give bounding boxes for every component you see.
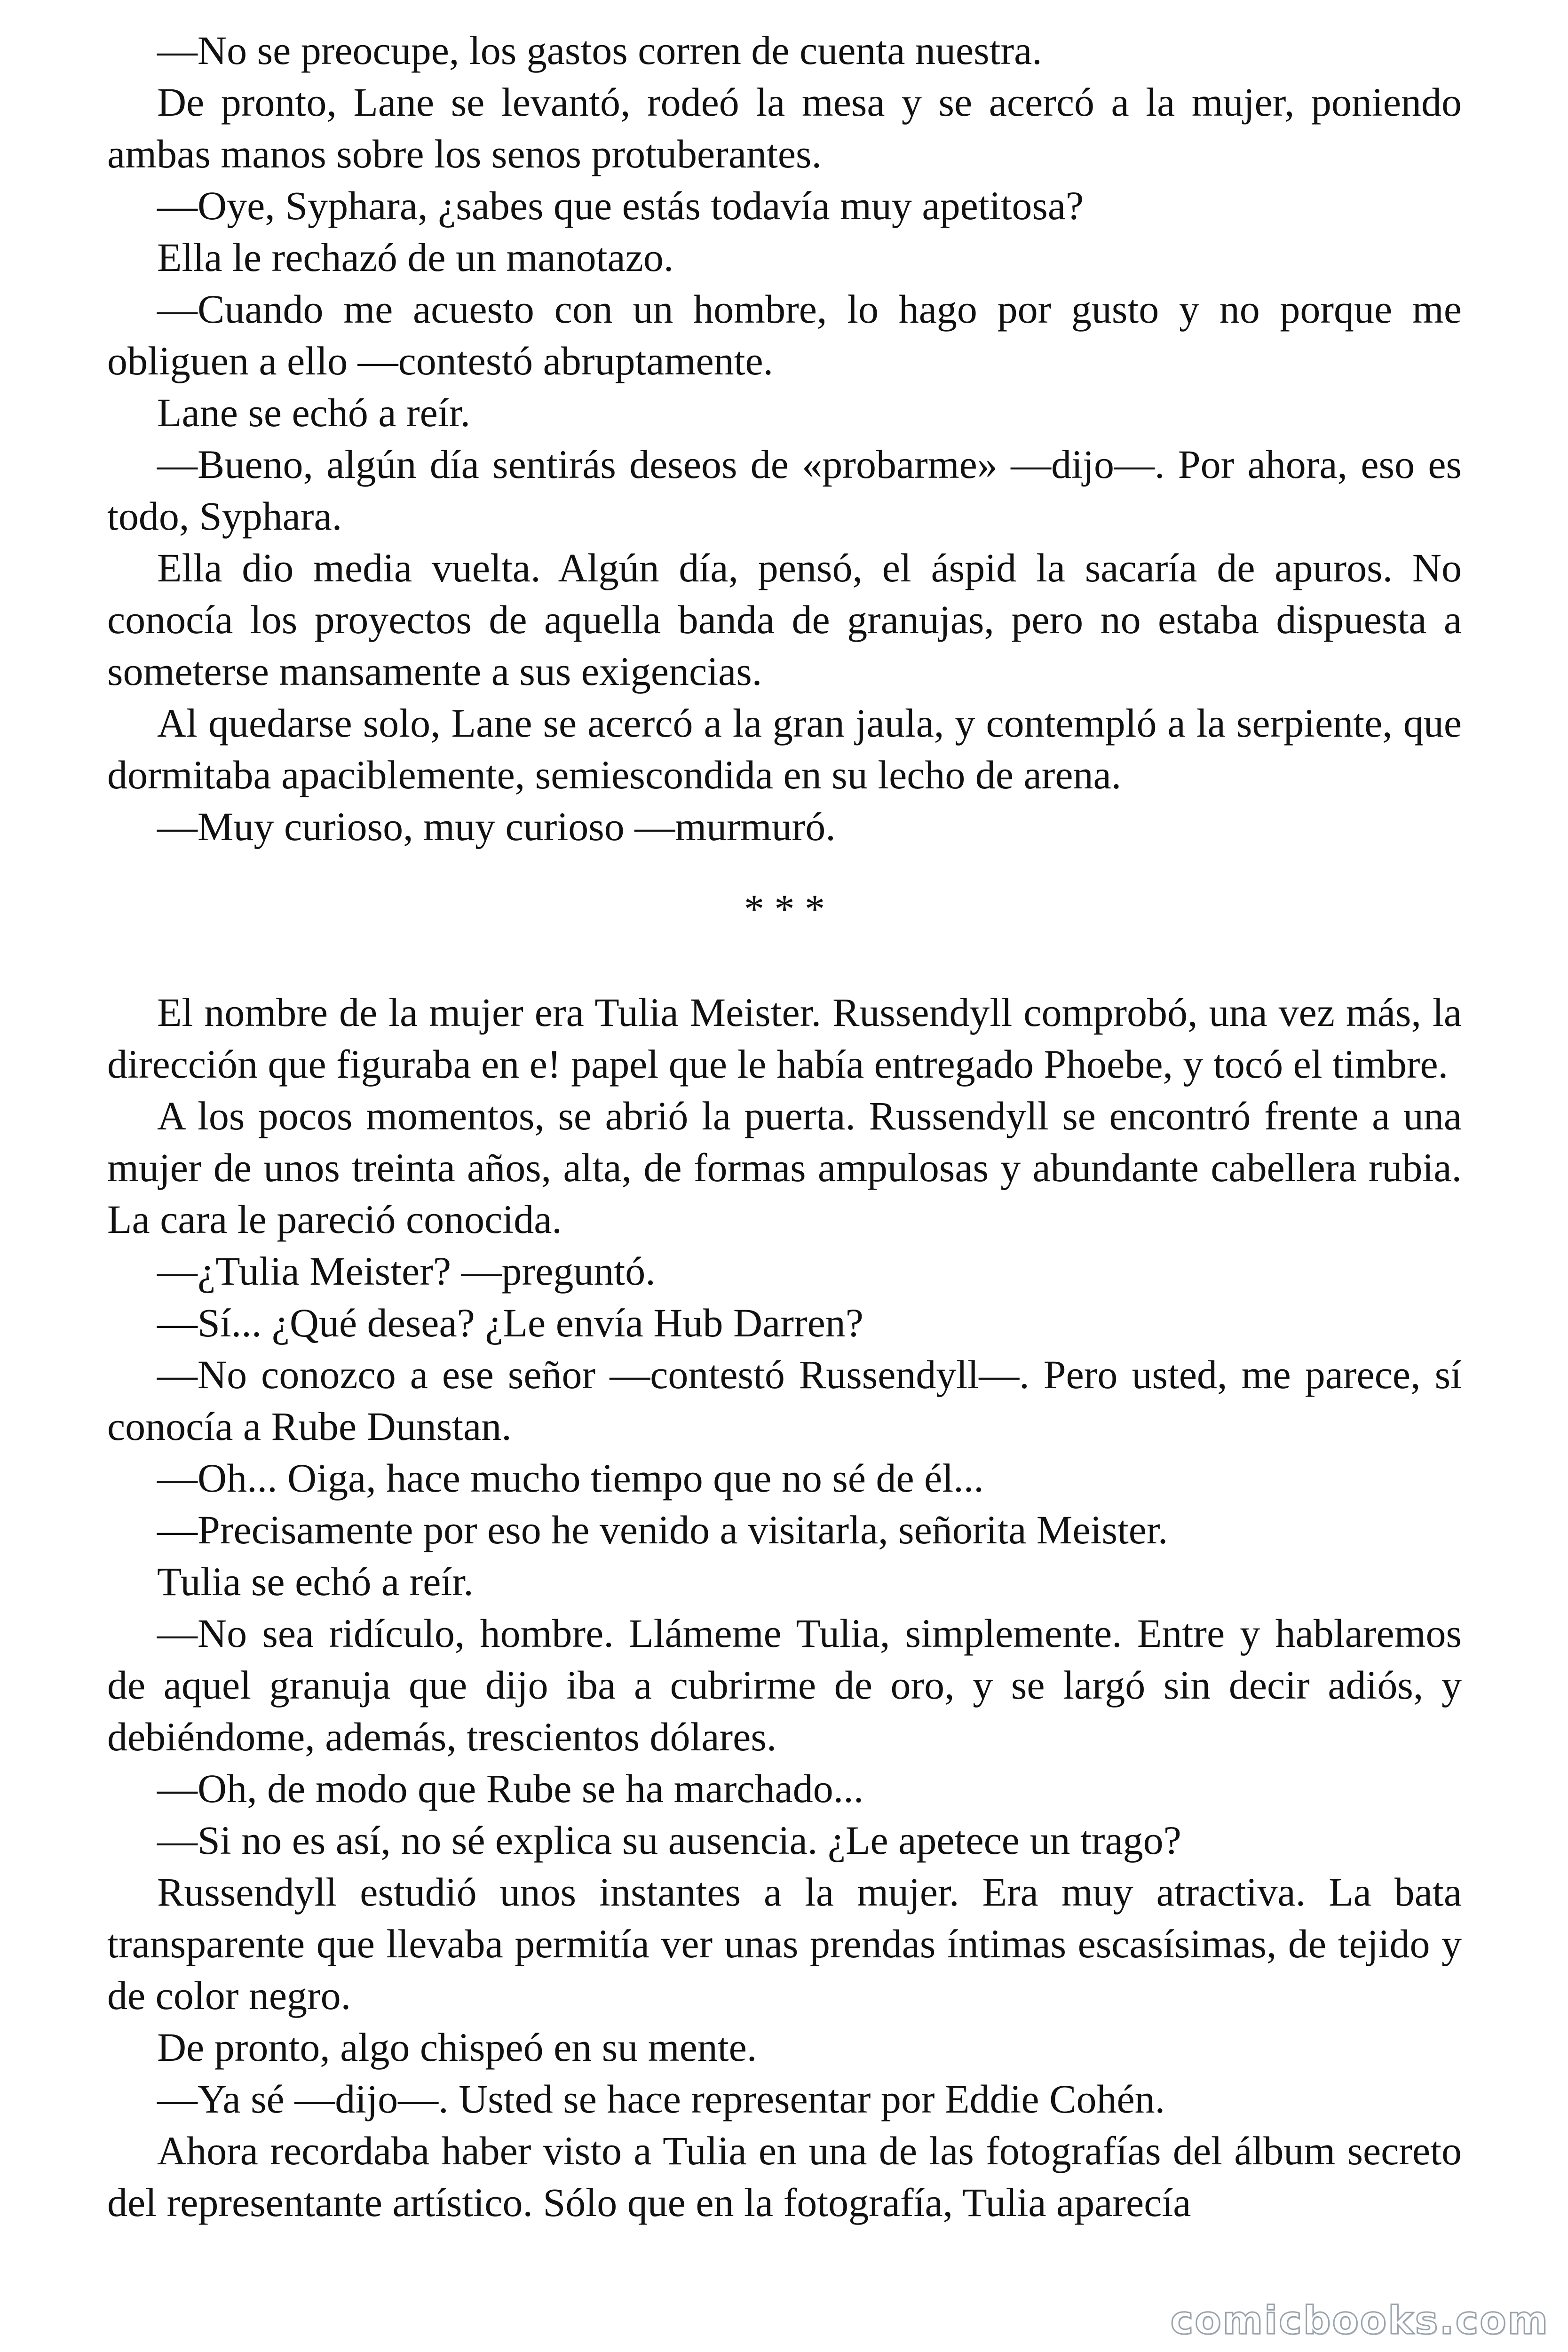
paragraph: —Cuando me acuesto con un hombre, lo hago por gusto y no porque me obliguen a ello —contestó abruptamente. <box>107 286 1462 383</box>
paragraph: De pronto, algo chispeó en su mente. <box>157 2025 757 2070</box>
paragraph: Lane se echó a reír. <box>157 390 471 435</box>
section-separator: * * * <box>744 886 825 931</box>
paragraph: De pronto, Lane se levantó, rodeó la mesa y se acercó a la mujer, poniendo ambas manos sobre los senos protuberantes. <box>107 79 1462 176</box>
paragraph: —Ya sé —dijo—. Usted se hace representar por Eddie Cohén. <box>157 2076 1165 2122</box>
paragraph: —No se preocupe, los gastos corren de cuenta nuestra. <box>157 28 1042 73</box>
paragraph: Ella dio media vuelta. Algún día, pensó, el áspid la sacaría de apuros. No conocía los proyectos de aquella banda de granujas, pero no estaba dispuesta a someterse mansamente a sus exigencias. <box>107 545 1462 694</box>
paragraph: Ella le rechazó de un manotazo. <box>157 235 674 280</box>
paragraph: —Oh, de modo que Rube se ha marchado... <box>157 1766 864 1811</box>
paragraph: —Bueno, algún día sentirás deseos de «probarme» —dijo—. Por ahora, eso es todo, Syphara. <box>107 442 1462 539</box>
paragraph: Ahora recordaba haber visto a Tulia en una de las fotografías del álbum secreto del representante artístico. Sólo que en la fotografía, Tulia aparecía <box>107 2128 1462 2225</box>
paragraph: —Oh... Oiga, hace mucho tiempo que no sé de él... <box>157 1455 984 1501</box>
paragraph: A los pocos momentos, se abrió la puerta. Russendyll se encontró frente a una mujer de unos treinta años, alta, de formas ampulosas y abundante cabellera rubia. La cara le pareció conocida. <box>107 1093 1462 1242</box>
page-text <box>107 24 1462 2228</box>
paragraph: —Oye, Syphara, ¿sabes que estás todavía muy apetitosa? <box>157 183 1084 228</box>
paragraph: —Precisamente por eso he venido a visitarla, señorita Meister. <box>157 1507 1168 1552</box>
paragraph: Tulia se echó a reír. <box>157 1559 474 1604</box>
paragraph: —Sí... ¿Qué desea? ¿Le envía Hub Darren? <box>157 1300 863 1345</box>
paragraph: El nombre de la mujer era Tulia Meister. Russendyll comprobó, una vez más, la dirección que figuraba en e! papel que le había entregado Phoebe, y tocó el timbre. <box>107 990 1462 1087</box>
paragraph: —¿Tulia Meister? —preguntó. <box>157 1248 656 1294</box>
paragraph: —Muy curioso, muy curioso —murmuró. <box>157 804 836 849</box>
paragraph: —Si no es así, no sé explica su ausencia. ¿Le apetece un trago? <box>157 1818 1181 1863</box>
paragraph: Russendyll estudió unos instantes a la mujer. Era muy atractiva. La bata transparente que llevaba permitía ver unas prendas íntimas escasísimas, de tejido y de color negro. <box>107 1869 1462 2018</box>
paragraph: —No sea ridículo, hombre. Llámeme Tulia, simplemente. Entre y hablaremos de aquel granuja que dijo iba a cubrirme de oro, y se largó sin decir adiós, y debiéndome, además, trescientos dólares. <box>107 1611 1462 1759</box>
paragraph: —No conozco a ese señor —contestó Russendyll—. Pero usted, me parece, sí conocía a Rube Dunstan. <box>107 1352 1462 1449</box>
watermark: comicbooks.com <box>1170 2298 1549 2343</box>
paragraph: Al quedarse solo, Lane se acercó a la gran jaula, y contempló a la serpiente, que dormitaba apaciblemente, semiescondida en su lecho de arena. <box>107 700 1462 797</box>
